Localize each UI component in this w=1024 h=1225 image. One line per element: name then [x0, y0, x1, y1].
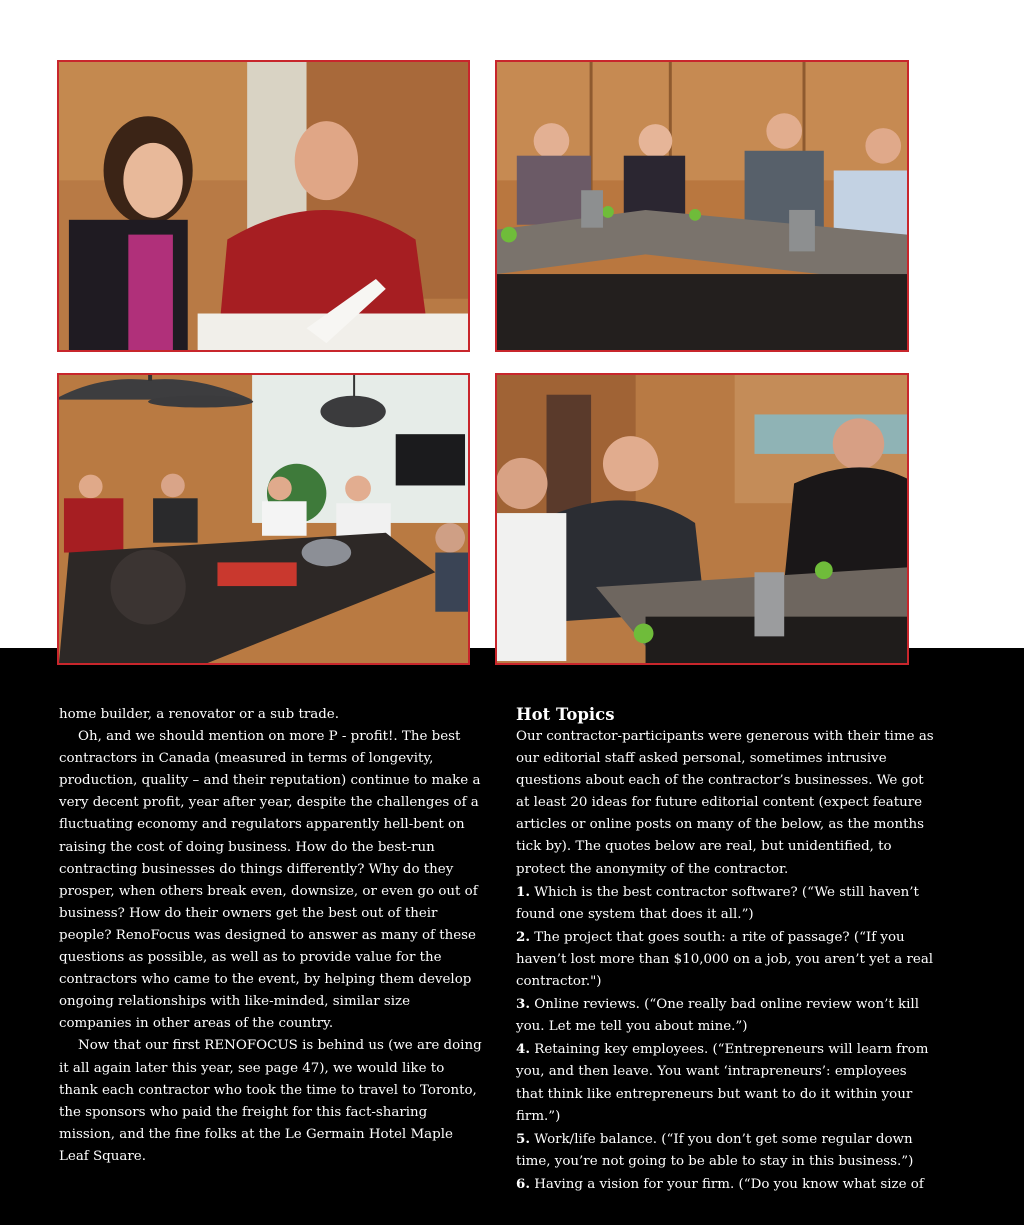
list-item: [516, 926, 936, 993]
right-intro-paragraph: Our contractor-participants were generous with their time as our editorial staff asked personal, sometimes intrusive questions about each of the contractor’s businesses. We got at least 20 ideas for future editorial content (expect feature articles or online posts on many of the below, as the months tick by). The quotes below are real, but unidentified, to protect the anonymity of the contractor.: [516, 729, 934, 877]
list-item: [516, 1128, 936, 1173]
list-item-number: 5.: [516, 1130, 530, 1147]
photo-four-people-at-table: [495, 60, 909, 352]
photo-group-meeting-room-icon: [59, 375, 468, 663]
list-item: [516, 881, 936, 926]
right-text-column: [516, 704, 936, 1196]
left-paragraph-2: Oh, and we should mention on more P - profit!. The best contractors in Canada (measured in terms of longevity, production, quality – and their reputation) continue to make a very decent profit, year after year, despite the challenges of a fluctuating economy and regulators apparently hell-bent on raising the cost of doing business. How do the best-run contracting businesses do things differently? Why do they prosper, when others break even, downsize, or even go out of business? How do their owners get the best out of their people? RenoFocus was designed to answer as many of these questions as possible, as well as to provide value for the contractors who came to the event, by helping them develop ongoing relationships with like-minded, similar size companies in other areas of the country.: [59, 729, 481, 1032]
list-item-text: Retaining key employees. (“Entrepreneurs will learn from you, and then leave. You want ‘intrapreneurs’: employees that think like entrepreneurs but want to do it within your firm.”): [516, 1042, 929, 1124]
left-paragraph-1: home builder, a renovator or a sub trade.: [59, 707, 339, 722]
list-item-number: 3.: [516, 996, 530, 1013]
photo-man-speaking-gesturing: [495, 373, 909, 665]
list-item-number: 6.: [516, 1175, 530, 1192]
photo-four-people-at-table-icon: [497, 62, 907, 350]
list-item-number: 2.: [516, 928, 530, 945]
photo-group-meeting-room: [57, 373, 470, 665]
list-item-text: The project that goes south: a rite of passage? (“If you haven’t lost more than $10,000 on a job, you aren’t yet a real contractor."): [516, 929, 934, 990]
list-item-text: Which is the best contractor software? (“We still haven’t found one system that does it all.”): [516, 884, 919, 922]
list-item: [516, 1173, 936, 1196]
photo-two-people-reviewing-papers-icon: [59, 62, 468, 350]
list-item-number: 1.: [516, 883, 530, 900]
list-item: [516, 1038, 936, 1127]
left-text-column: [59, 704, 484, 1168]
list-item-text: Online reviews. (“One really bad online review won’t kill you. Let me tell you about mine.”): [516, 997, 919, 1035]
photo-two-people-reviewing-papers: [57, 60, 470, 352]
photo-man-speaking-gesturing-icon: [497, 375, 907, 663]
left-paragraph-3: Now that our first RENOFOCUS is behind us (we are doing it all again later this year, see page 47), we would like to thank each contractor who took the time to travel to Toronto, the sponsors who paid the freight for this fact-sharing mission, and the fine folks at the Le Germain Hotel Maple Leaf Square.: [59, 1038, 482, 1164]
list-item-text: Work/life balance. (“If you don’t get some regular down time, you’re not going to be able to stay in this business.”): [516, 1131, 914, 1169]
section-heading: Hot Topics: [516, 705, 615, 724]
list-item: [516, 993, 936, 1038]
list-item-text: Having a vision for your firm. (“Do you know what size of: [534, 1176, 924, 1192]
list-item-number: 4.: [516, 1041, 530, 1058]
